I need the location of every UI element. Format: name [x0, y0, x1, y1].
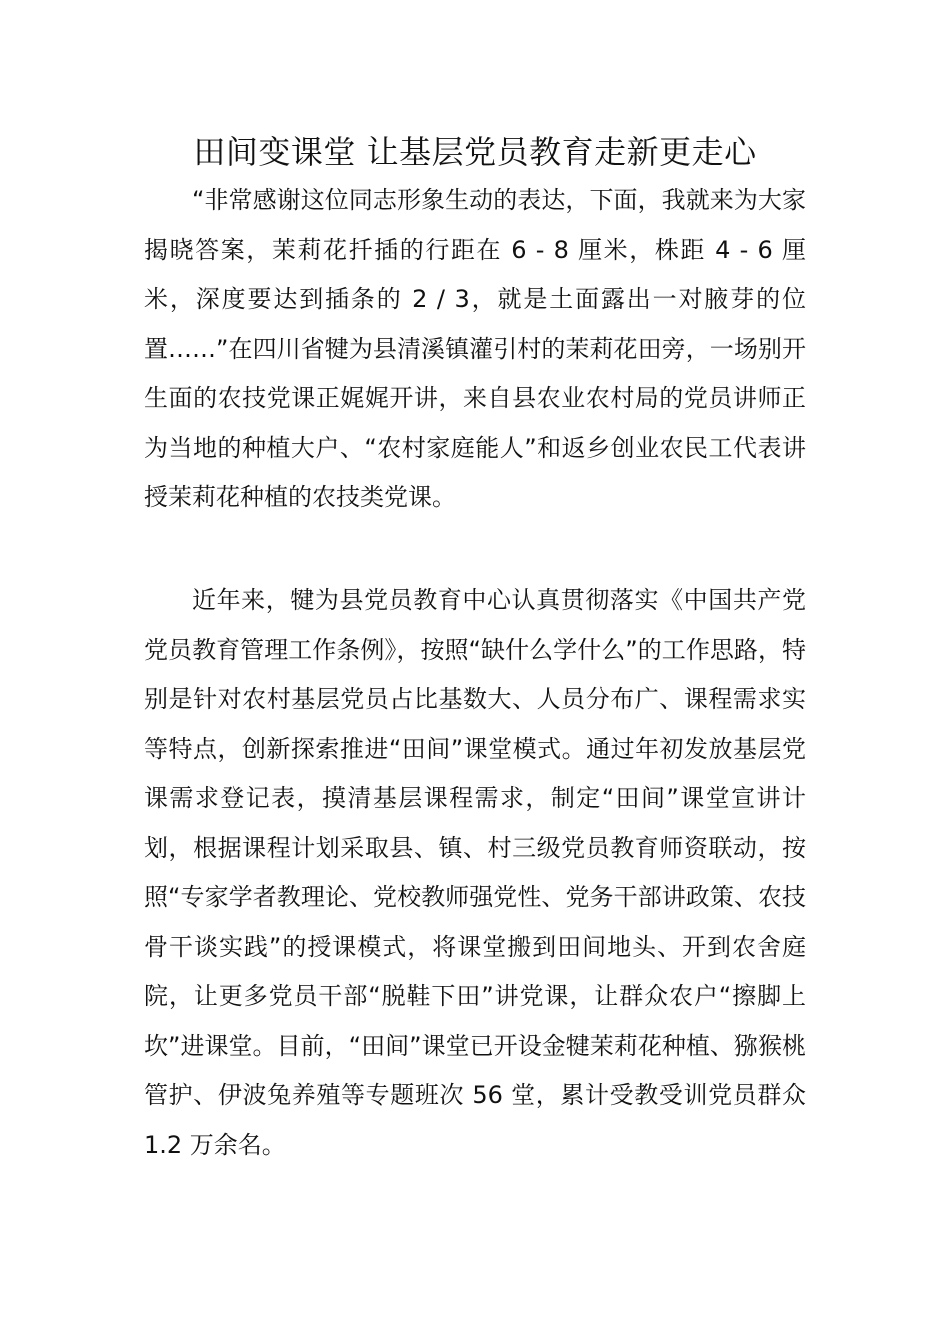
- paragraph-field-class: “非常感谢这位同志形象生动的表达，下面，我就来为大家揭晓答案，茉莉花扦插的行距在 6 - 8 厘米，株距 4 - 6 厘米，深度要达到插条的 2 / 3，就是土面露出一对腋芽的位置……”在四川省犍为县清溪镇灌引村的茉莉花田旁，一场别开生面的农技党课正娓娓开讲，来自县农业农村局的党员讲师正为当地的种植大户、“农村家庭能人”和返乡创业农民工代表讲授茉莉花种植的农技类党课。: [144, 186, 806, 511]
- paragraph-work-initiative: 近年来，犍为县党员教育中心认真贯彻落实《中国共产党党员教育管理工作条例》，按照“缺什么学什么”的工作思路，特别是针对农村基层党员占比基数大、人员分布广、课程需求实等特点，创新探索推进“田间”课堂模式。通过年初发放基层党课需求登记表，摸清基层课程需求，制定“田间”课堂宣讲计划，根据课程计划采取县、镇、村三级党员教育师资联动，按照“专家学者教理论、党校教师强党性、党务干部讲政策、农技骨干谈实践”的授课模式，将课堂搬到田间地头、开到农舍庭院，让更多党员干部“脱鞋下田”讲党课，让群众农户“擦脚上坎”进课堂。目前，“田间”课堂已开设金犍茉莉花种植、猕猴桃管护、伊波兔养殖等专题班次 56 堂，累计受教受训党员群众 1.2 万余名。: [144, 586, 806, 1159]
- document-title: 田间变课堂 让基层党员教育走新更走心: [193, 133, 757, 171]
